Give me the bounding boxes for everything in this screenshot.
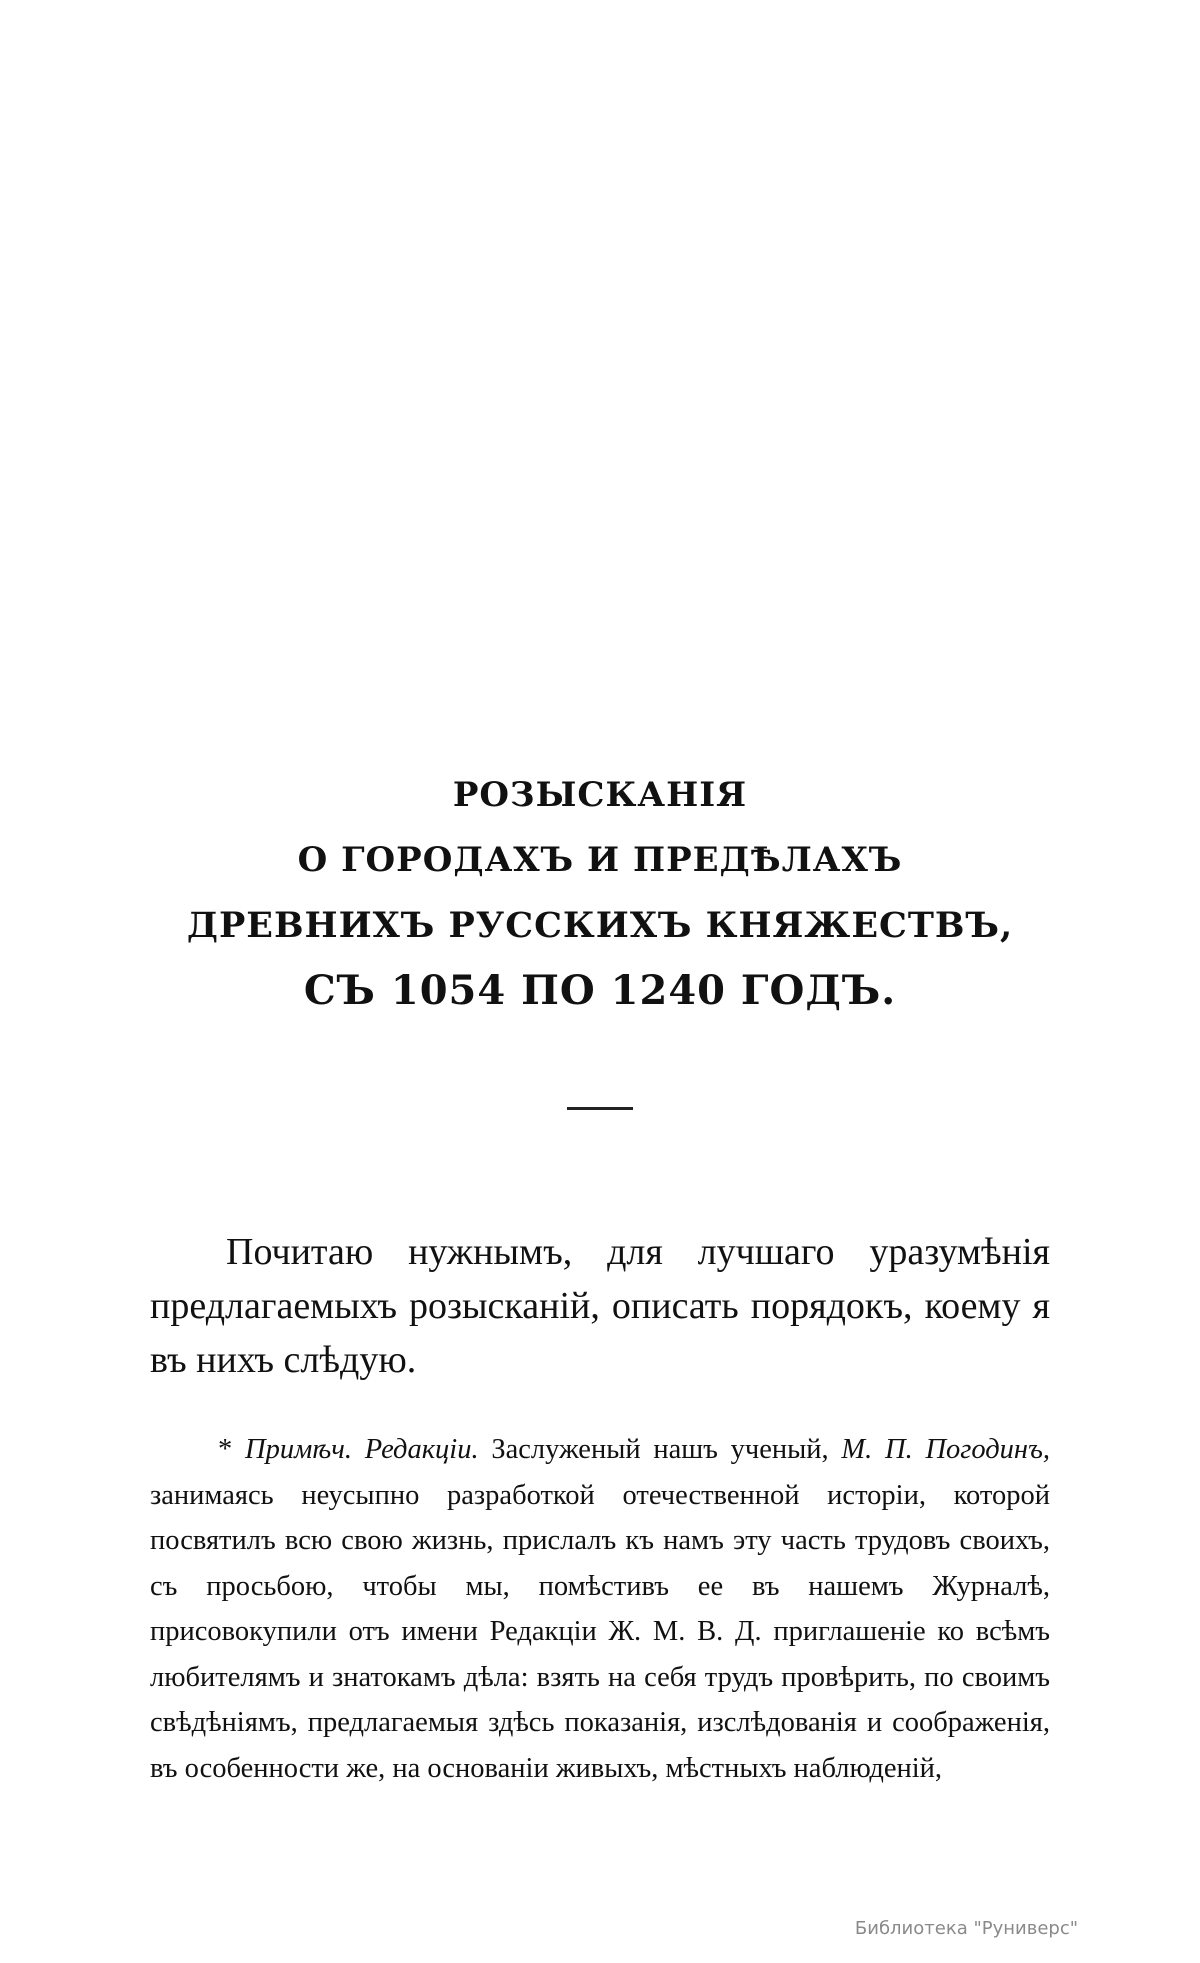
title-line-3: ДРЕВНИХЪ РУССКИХЪ КНЯЖЕСТВЪ, [186, 905, 1014, 946]
library-watermark: Библиотека "Руниверс" [854, 1918, 1078, 1939]
title-divider [567, 1107, 633, 1110]
footnote-label: Примѣч. Редакціи. [244, 1434, 479, 1465]
intro-paragraph: Почитаю нужнымъ, для лучшаго уразумѣнія предлагаемыхъ розысканій, описать порядокъ, коему я въ нихъ слѣдую. [150, 1231, 1050, 1381]
footnote-text-b: занимаясь неусыпно разработкой отечественной исторіи, которой посвятилъ всю свою жизнь, прислалъ къ намъ эту часть трудовъ своихъ, съ просьбою, чтобы мы, помѣстивъ ее въ нашемъ Журналѣ, присовокупили отъ имени Редакціи Ж. М. В. Д. приглашеніе ко всѣмъ любителямъ и знатокамъ дѣла: взять на себя трудъ провѣрить, по своимъ свѣдѣніямъ, предлагаемыя здѣсь показанія, изслѣдованія и соображенія, въ особенности же, на основаніи живыхъ, мѣстныхъ наблюденій, [150, 1479, 1050, 1784]
footnote-text-a: Заслуженый нашъ ученый, [491, 1434, 829, 1465]
title-line-2: О ГОРОДАХЪ И ПРЕДѢЛАХЪ [297, 840, 903, 880]
footnote-author: М. П. Погодинъ, [841, 1434, 1050, 1465]
footnote-marker: * [218, 1434, 233, 1465]
footnote [150, 1427, 1050, 1791]
article-title [150, 775, 1050, 1014]
title-line-4: СЪ 1054 ПО 1240 ГОДЪ. [303, 967, 897, 1014]
title-line-1: РОЗЫСКАНІЯ [452, 775, 748, 815]
